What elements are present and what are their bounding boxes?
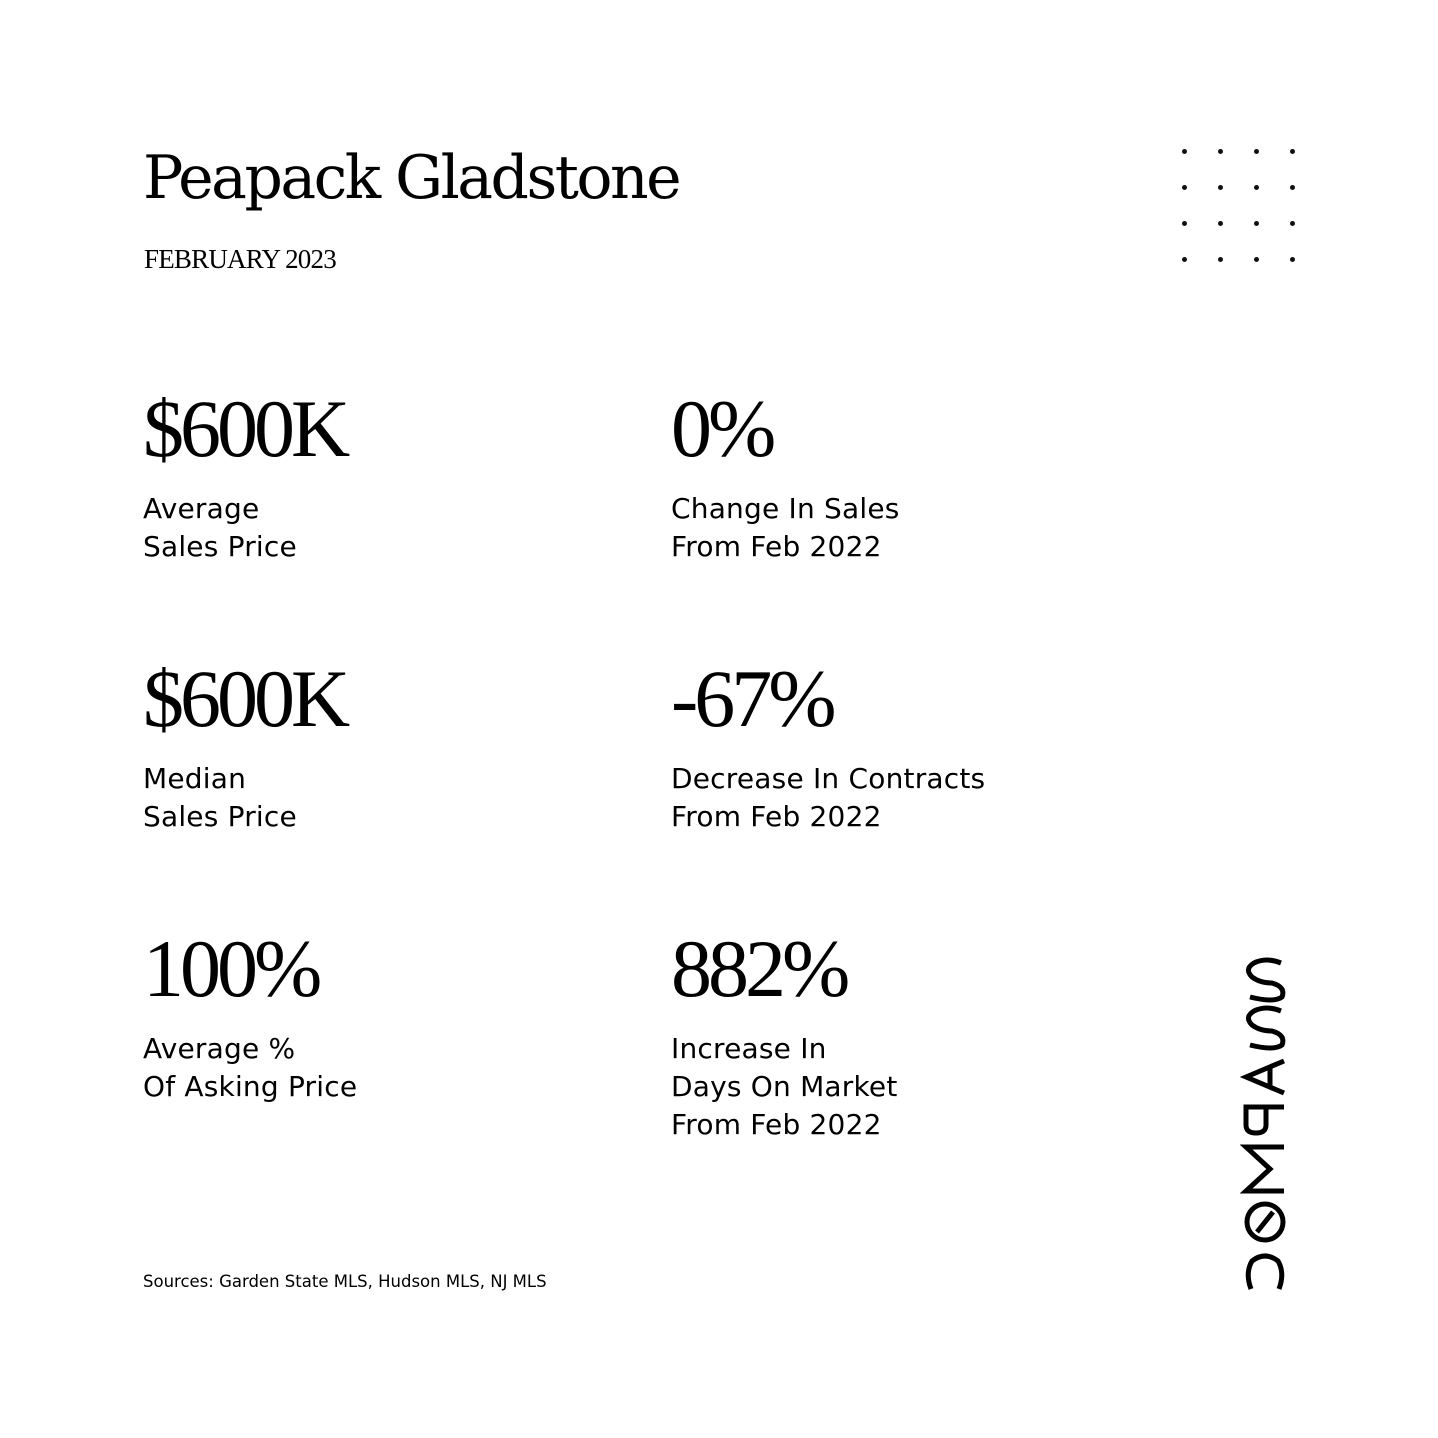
stat-label: [143, 1030, 357, 1106]
stat-value: 882%: [671, 923, 847, 1014]
decorative-dot: [1254, 185, 1259, 190]
stat-days-on-market: [671, 923, 898, 1144]
stat-label-line: Average %: [143, 1032, 296, 1065]
decorative-dot: [1254, 149, 1259, 154]
stat-label-line: Sales Price: [143, 530, 297, 563]
stat-label: [143, 760, 346, 836]
decorative-dot: [1254, 221, 1259, 226]
decorative-dot: [1218, 185, 1223, 190]
stat-label-line: Decrease In Contracts: [671, 762, 986, 795]
decorative-dot: [1290, 221, 1295, 226]
decorative-dot: [1254, 257, 1259, 262]
decorative-dot: [1218, 149, 1223, 154]
decorative-dot: [1182, 221, 1187, 226]
stat-label: [143, 490, 346, 566]
sources-note: Sources: Garden State MLS, Hudson MLS, NJ MLS: [143, 1272, 547, 1291]
stat-average-asking-price: [143, 923, 358, 1106]
stat-label-line: From Feb 2022: [671, 800, 882, 833]
report-date: FEBRUARY 2023: [144, 244, 336, 274]
stat-value: 100%: [143, 923, 319, 1014]
page-title: Peapack Gladstone: [143, 143, 680, 213]
stat-label-line: Of Asking Price: [143, 1070, 358, 1103]
stat-value: $600K: [143, 653, 347, 744]
stat-average-sales-price: [143, 383, 347, 566]
stat-label: [671, 760, 985, 836]
stat-value: 0%: [671, 383, 773, 474]
stat-label-line: Change In Sales: [671, 492, 900, 525]
decorative-dot: [1218, 257, 1223, 262]
decorative-dot: [1182, 257, 1187, 262]
dot-grid-decoration: [1182, 149, 1292, 261]
decorative-dot: [1182, 149, 1187, 154]
stat-label-line: Average: [143, 492, 260, 525]
stat-label-line: Sales Price: [143, 800, 297, 833]
decorative-dot: [1290, 257, 1295, 262]
stat-median-sales-price: [143, 653, 347, 836]
stat-value: $600K: [143, 383, 347, 474]
decorative-dot: [1218, 221, 1223, 226]
stat-label-line: From Feb 2022: [671, 1108, 882, 1141]
compass-logo-icon: [1240, 955, 1292, 1295]
decorative-dot: [1182, 185, 1187, 190]
stat-label-line: From Feb 2022: [671, 530, 882, 563]
stat-value: -67%: [671, 653, 833, 744]
stat-label-line: Days On Market: [671, 1070, 898, 1103]
stat-change-in-sales: [671, 383, 900, 566]
stat-decrease-in-contracts: [671, 653, 986, 836]
stat-label: [671, 1030, 898, 1144]
stat-label-line: Median: [143, 762, 247, 795]
decorative-dot: [1290, 149, 1295, 154]
stat-label: [671, 490, 900, 566]
decorative-dot: [1290, 185, 1295, 190]
stat-label-line: Increase In: [671, 1032, 827, 1065]
